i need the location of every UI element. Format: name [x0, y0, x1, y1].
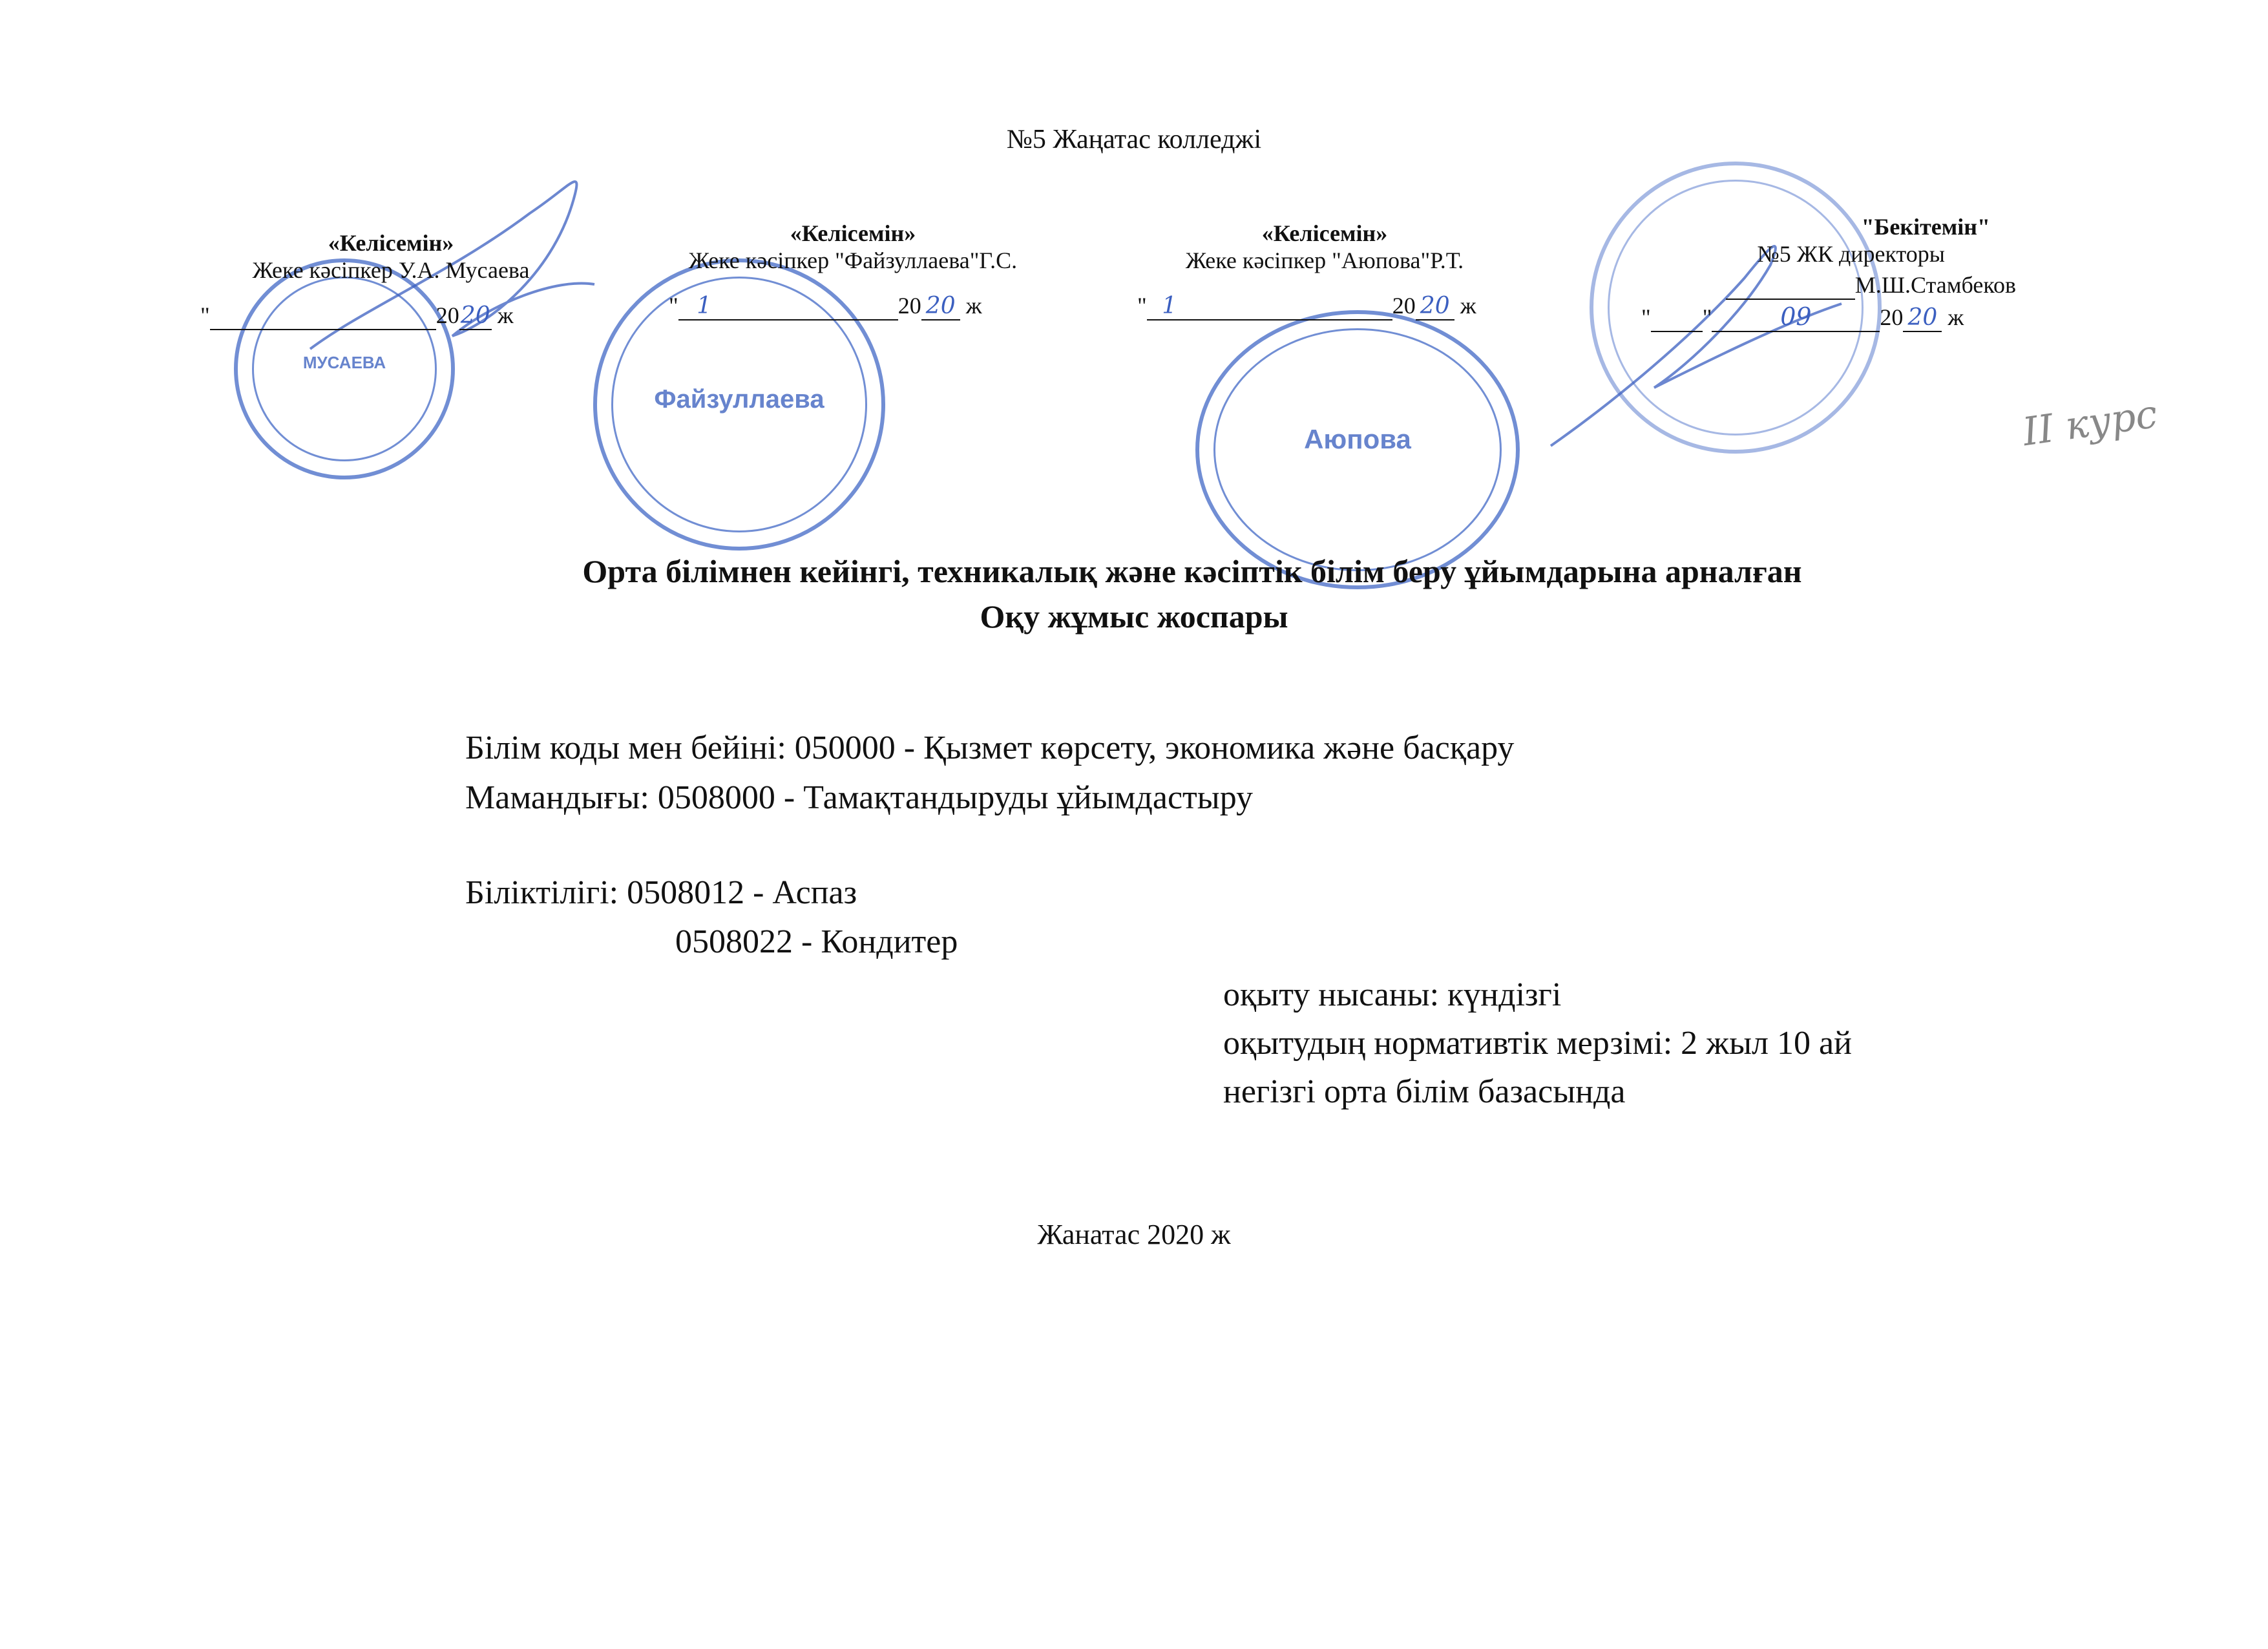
approval-heading: "Бекітемін" [1861, 214, 1990, 240]
approval-block-3 [1137, 220, 1512, 320]
approval-date-line: " 1 20 20 ж [1137, 293, 1476, 319]
handwritten-year: 20 [460, 302, 490, 329]
stamp-musayeva: МУСАЕВА [234, 258, 455, 479]
education-code: Білім коды мен бейіні: 050000 - Қызмет көрсету, экономика және басқару [465, 730, 1515, 766]
approval-date-line: " 2020 ж [200, 302, 514, 329]
stamp-ayupova: Аюпова [1195, 310, 1520, 589]
approval-date-line: " " 09 20 20 ж [1641, 302, 1964, 331]
qualification: Біліктілігі: 0508012 - Аспаз [465, 874, 857, 911]
approval-heading: «Келісемін» [790, 220, 916, 246]
approval-person: Жеке кәсіпкер У.А. Мусаева [252, 257, 530, 283]
approval-date-line: " 1 20 20 ж [669, 293, 982, 319]
approval-heading: «Келісемін» [1261, 220, 1388, 246]
college-name: №5 Жаңатас колледжі [1006, 125, 1262, 154]
approval-person: №5 ЖК директоры [1757, 241, 1945, 267]
document-subtitle: Оқу жұмыс жоспары [980, 598, 1288, 635]
study-term: оқытудың нормативтік мерзімі: 2 жыл 10 ай [1223, 1025, 1852, 1062]
stamp-faizullayeva: Файзуллаева [593, 258, 885, 551]
specialty: Мамандығы: 0508000 - Тамақтандыруды ұйымдастыру [465, 779, 1254, 816]
approval-block-1 [200, 229, 582, 330]
handwritten-course-note: II курс [2020, 391, 2160, 456]
document-title: Орта білімнен кейінгі, техникалық және кәсіптік білім беру ұйымдарына арналған [582, 553, 1802, 589]
approval-person: Жеке кәсіпкер "Аюпова"Р.Т. [1185, 247, 1464, 273]
approval-block-4 [1641, 213, 2016, 332]
study-form: оқыту нысаны: күндізгі [1223, 976, 1562, 1013]
approval-person-name: М.Ш.Стамбеков [1641, 271, 2016, 300]
education-base: негізгі орта білім базасында [1223, 1073, 1626, 1110]
approval-person: Жеке кәсіпкер "Файзуллаева"Г.С. [688, 247, 1018, 273]
place-year: Жанатас 2020 ж [1037, 1219, 1231, 1250]
approval-block-2 [643, 220, 1063, 320]
qualification-2: 0508022 - Кондитер [675, 923, 958, 960]
approval-heading: «Келісемін» [328, 230, 454, 256]
